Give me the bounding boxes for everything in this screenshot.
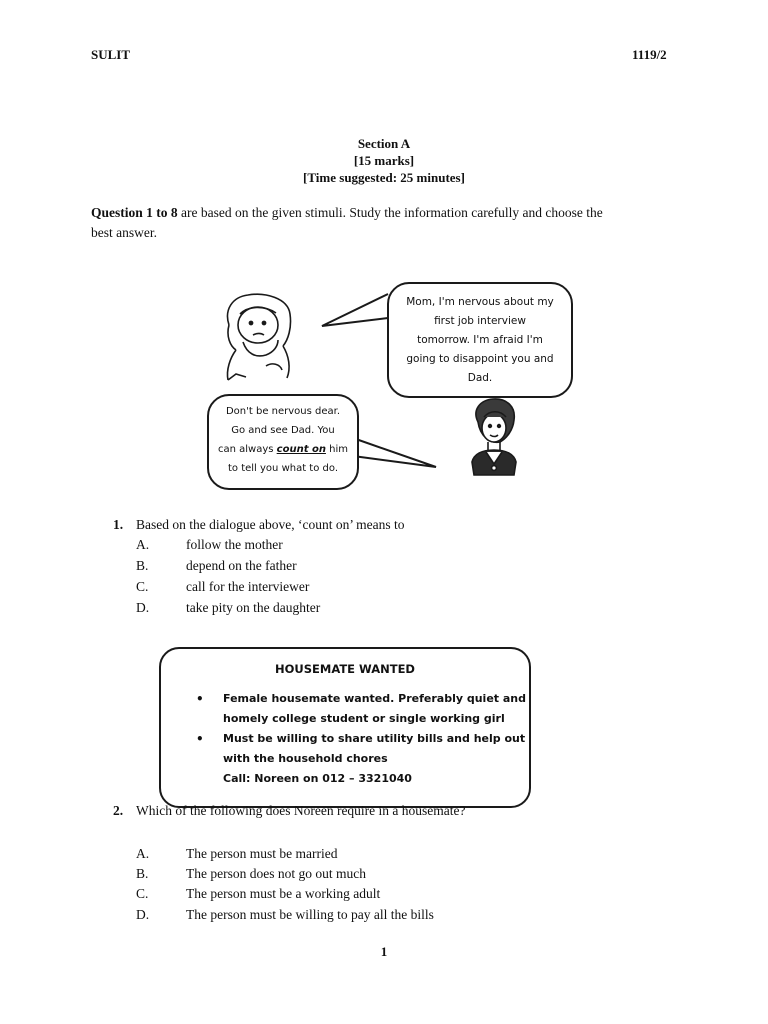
q1-number: 1.: [113, 517, 124, 532]
daughter-line-3: tomorrow. I'm afraid I'm: [417, 334, 543, 346]
q2-option-c[interactable]: C. The person must be a working adult: [136, 886, 381, 901]
q2-number: 2.: [113, 803, 124, 818]
q1-text: Based on the dialogue above, ‘count on’ means to: [136, 517, 405, 532]
section-time: [Time suggested: 25 minutes]: [303, 170, 465, 185]
daughter-line-1: Mom, I'm nervous about my: [406, 296, 554, 308]
mother-line-2: Go and see Dad. You: [231, 425, 335, 436]
mother-line-3: can always count on him: [217, 444, 348, 455]
bullet-icon: •: [196, 692, 204, 706]
section-title: Section A: [357, 136, 411, 151]
daughter-speech-bubble: [387, 282, 573, 398]
advert-title: HOUSEMATE WANTED: [275, 662, 415, 676]
section-heading: [0, 135, 768, 186]
instructions-line1: are based on the given stimuli. Study the information carefully and choose the: [177, 205, 603, 220]
count-on-emphasis: count on: [276, 444, 326, 455]
q2-text: Which of the following does Noreen require in a housemate?: [136, 803, 466, 818]
header-left-label: SULIT: [91, 47, 131, 62]
mother-bubble-tail: [353, 438, 436, 467]
q2-option-b[interactable]: B. The person does not go out much: [136, 866, 366, 881]
instructions-line2: best answer.: [91, 225, 157, 240]
page-number: 1: [380, 944, 388, 959]
instructions: [91, 203, 681, 243]
daughter-illustration: [227, 294, 290, 380]
mother-line-4: to tell you what to do.: [227, 463, 338, 474]
paper-code: 1119/2: [632, 47, 667, 62]
q1-option-b[interactable]: B. depend on the father: [136, 558, 297, 573]
daughter-line-2: first job interview: [434, 315, 526, 327]
advert-bullet-1: • Female housemate wanted. Preferably quiet and homely college student or single working girl: [223, 689, 529, 729]
advert-list: [196, 689, 529, 789]
daughter-line-5: Dad.: [467, 372, 493, 384]
q2-option-a[interactable]: A. The person must be married: [136, 846, 338, 861]
dialogue-illustration: [0, 270, 768, 510]
mother-illustration: [472, 399, 516, 475]
housemate-advert: [159, 647, 531, 808]
mother-speech-bubble: [207, 394, 359, 490]
daughter-line-4: going to disappoint you and: [406, 353, 554, 365]
instructions-bold: Question 1 to 8: [91, 205, 178, 220]
daughter-bubble-tail: [322, 294, 388, 326]
mother-line-1: Don't be nervous dear.: [225, 406, 341, 417]
q1-option-c[interactable]: C. call for the interviewer: [136, 579, 310, 594]
q2-option-d[interactable]: D. The person must be willing to pay all the bills: [136, 907, 434, 922]
q1-option-d[interactable]: D. take pity on the daughter: [136, 600, 321, 615]
q1-option-a[interactable]: A. follow the mother: [136, 537, 283, 552]
advert-contact: Call: Noreen on 012 – 3321040: [223, 772, 412, 785]
bullet-icon: •: [196, 732, 204, 746]
section-marks: [15 marks]: [353, 153, 415, 168]
advert-bullet-2: • Must be willing to share utility bills and help out with the household chores Call: Noreen on 012 – 3321040: [223, 729, 529, 789]
